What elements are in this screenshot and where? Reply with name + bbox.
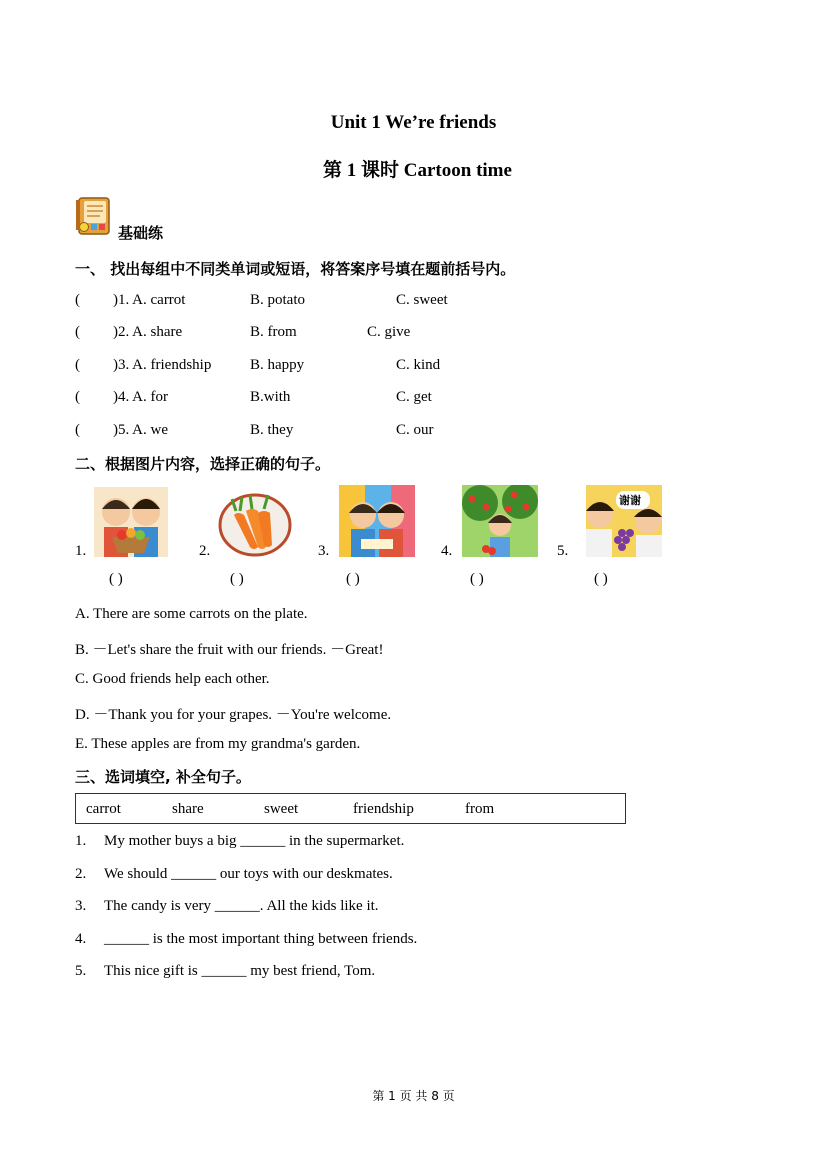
picture-number: 4. (441, 543, 453, 559)
item-sentence[interactable]: ______ is the most important thing between friends. (104, 931, 418, 947)
answer-paren[interactable]: ( (75, 389, 80, 405)
answer-paren[interactable]: ( (75, 422, 80, 438)
section2-heading: 二、根据图片内容，选择正确的句子。 (75, 455, 331, 473)
word-bank-item: from (465, 801, 495, 817)
word-bank-item: friendship (353, 801, 414, 817)
word-bank (75, 793, 626, 824)
section1-heading: 一、 找出每组中不同类单词或短语，将答案序号填在题前括号内。 (75, 260, 516, 278)
option-c: C. our (396, 422, 434, 438)
option-b: B. they (250, 422, 294, 438)
answer-paren[interactable]: ( (75, 324, 80, 340)
section-badge-label: 基础练 (118, 224, 164, 242)
sentence-option-a: A. There are some carrots on the plate. (75, 606, 308, 622)
page-title: Unit 1 We’re friends (330, 112, 497, 133)
word-bank-item: share (172, 801, 204, 817)
picture-number: 1. (75, 543, 87, 559)
answer-blank[interactable]: ( ) (109, 571, 123, 587)
grapes-thanks-picture (586, 485, 662, 557)
page-footer: 第 1 页 共 8 页 (372, 1089, 455, 1103)
answer-blank[interactable]: ( ) (594, 571, 608, 587)
option-a: )1. A. carrot (113, 292, 186, 308)
option-c: C. get (396, 389, 432, 405)
option-b: B. potato (250, 292, 305, 308)
answer-paren[interactable]: ( (75, 357, 80, 373)
sentence-option-e: E. These apples are from my grandma's garden. (75, 736, 361, 752)
sentence-option-b: B. －Let's share the fruit with our friends. －Great! (75, 642, 384, 658)
picture-number: 3. (318, 543, 330, 559)
item-number: 1. (75, 833, 87, 849)
item-number: 3. (75, 898, 87, 914)
notebook-icon (76, 196, 112, 236)
option-a: )4. A. for (113, 389, 168, 405)
option-b: B. happy (250, 357, 305, 373)
answer-blank[interactable]: ( ) (346, 571, 360, 587)
option-c: C. kind (396, 357, 441, 373)
item-sentence[interactable]: This nice gift is ______ my best friend, Tom. (104, 963, 376, 979)
picture-number: 5. (557, 543, 569, 559)
answer-blank[interactable]: ( ) (470, 571, 484, 587)
option-b: B. from (250, 324, 297, 340)
answer-paren[interactable]: ( (75, 292, 80, 308)
item-sentence[interactable]: My mother buys a big ______ in the supermarket. (104, 833, 405, 849)
option-a: )5. A. we (113, 422, 168, 438)
option-c: C. give (367, 324, 411, 340)
option-b: B.with (250, 389, 291, 405)
item-number: 2. (75, 866, 87, 882)
section3-heading: 三、选词填空, 补全句子。 (75, 768, 251, 786)
kids-sharing-fruit-picture (94, 487, 168, 557)
item-number: 4. (75, 931, 87, 947)
friends-helping-picture (339, 485, 415, 557)
sentence-option-c: C. Good friends help each other. (75, 671, 270, 687)
item-sentence[interactable]: The candy is very ______. All the kids like it. (104, 898, 379, 914)
sentence-option-d: D. －Thank you for your grapes. －You're welcome. (75, 707, 392, 723)
option-a: )3. A. friendship (113, 357, 212, 373)
apple-garden-picture (462, 485, 538, 557)
item-number: 5. (75, 963, 87, 979)
word-bank-item: sweet (264, 801, 299, 817)
option-c: C. sweet (396, 292, 448, 308)
speech-bubble-text: 谢谢 (619, 494, 641, 507)
lesson-subtitle: 第 1 课时 Cartoon time (323, 160, 512, 181)
answer-blank[interactable]: ( ) (230, 571, 244, 587)
word-bank-item: carrot (86, 801, 121, 817)
option-a: )2. A. share (113, 324, 183, 340)
carrots-on-plate-picture (218, 487, 292, 557)
picture-number: 2. (199, 543, 211, 559)
item-sentence[interactable]: We should ______ our toys with our deskmates. (104, 866, 393, 882)
